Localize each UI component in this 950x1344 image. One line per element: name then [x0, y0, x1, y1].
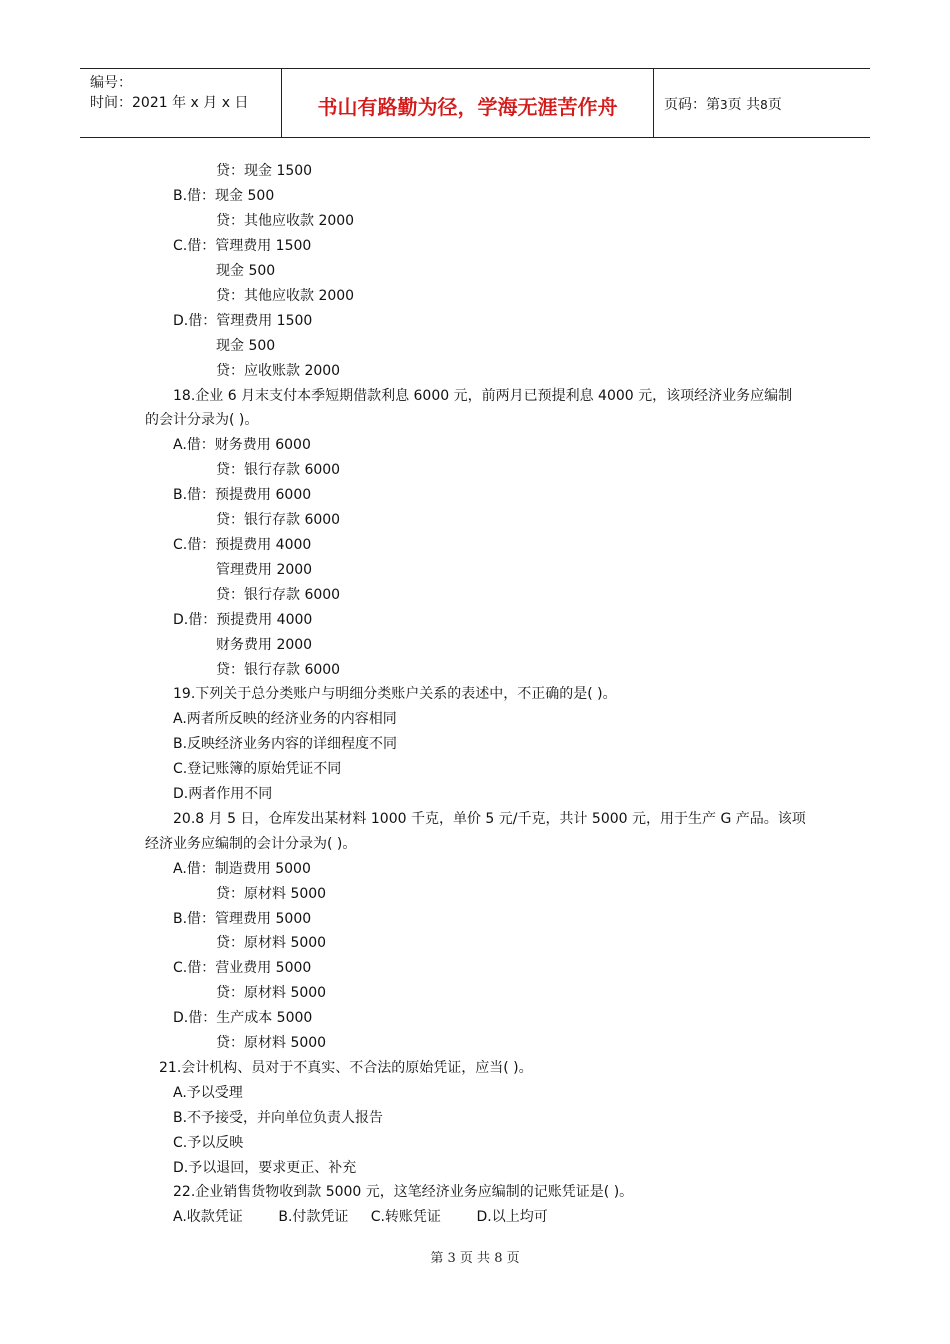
- text-line: D.借：预提费用 4000: [173, 612, 313, 628]
- text-line: B.借：现金 500: [173, 188, 275, 204]
- text-line: 贷：其他应收款 2000: [216, 288, 355, 304]
- answer-options: A.收款凭证 B.付款凭证 C.转账凭证 D.以上均可: [173, 1209, 548, 1225]
- text-line: C.借：营业费用 5000: [173, 960, 312, 976]
- text-line: C.借：管理费用 1500: [173, 238, 312, 254]
- question-text: 的会计分录为( )。: [145, 412, 259, 428]
- header-page-number: [664, 94, 782, 114]
- page-total: 8: [760, 98, 768, 112]
- page-mid: 页 共: [727, 97, 761, 113]
- text-line: A.两者所反映的经济业务的内容相同: [173, 711, 397, 727]
- text-line: 贷：原材料 5000: [216, 935, 327, 951]
- text-line: B.反映经济业务内容的详细程度不同: [173, 736, 398, 752]
- text-line: B.借：管理费用 5000: [173, 911, 312, 927]
- text-line: 现金 500: [216, 338, 276, 354]
- page-prefix: 页码：第: [664, 97, 720, 113]
- text-line: 贷：银行存款 6000: [216, 587, 341, 603]
- text-line: D.借：管理费用 1500: [173, 313, 313, 329]
- page-current: 3: [720, 98, 728, 112]
- text-line: 贷：银行存款 6000: [216, 512, 341, 528]
- header-motto: 书山有路勤为径，学海无涯苦作舟: [317, 95, 618, 119]
- text-line: 贷：原材料 5000: [216, 985, 327, 1001]
- text-line: A.借：制造费用 5000: [173, 861, 311, 877]
- question-text: 18.企业 6 月末支付本季短期借款利息 6000 元，前两月已预提利息 4000 元，该项经济业务应编制: [173, 388, 793, 404]
- page-header: [80, 68, 870, 138]
- text-line: C.予以反映: [173, 1135, 244, 1151]
- header-page-cell: [654, 69, 870, 137]
- text-line: 贷：现金 1500: [216, 163, 313, 179]
- text-line: C.借：预提费用 4000: [173, 537, 312, 553]
- header-motto-cell: [282, 69, 654, 137]
- question-text: 19.下列关于总分类账户与明细分类账户关系的表述中，不正确的是( )。: [173, 686, 617, 702]
- text-line: 贷：银行存款 6000: [216, 662, 341, 678]
- text-line: D.予以退回，要求更正、补充: [173, 1160, 357, 1176]
- text-line: 贷：应收账款 2000: [216, 363, 341, 379]
- question-text: 经济业务应编制的会计分录为( )。: [145, 836, 357, 852]
- page-suffix: 页: [767, 97, 782, 113]
- text-line: D.两者作用不同: [173, 786, 273, 802]
- text-line: 管理费用 2000: [216, 562, 313, 578]
- text-line: A.予以受理: [173, 1085, 243, 1101]
- text-line: 贷：原材料 5000: [216, 886, 327, 902]
- text-line: B.不予接受，并向单位负责人报告: [173, 1110, 384, 1126]
- text-line: 贷：其他应收款 2000: [216, 213, 355, 229]
- text-line: 现金 500: [216, 263, 276, 279]
- question-text: 20.8 月 5 日，仓库发出某材料 1000 千克，单价 5 元/千克，共计 5000 元，用于生产 G 产品。该项: [173, 811, 806, 827]
- header-meta-cell: [80, 69, 282, 137]
- text-line: B.借：预提费用 6000: [173, 487, 312, 503]
- document-date: 时间：2021 年 x 月 x 日: [90, 95, 249, 111]
- question-text: 21.会计机构、员对于不真实、不合法的原始凭证，应当( )。: [159, 1060, 533, 1076]
- text-line: D.借：生产成本 5000: [173, 1010, 313, 1026]
- document-number: 编号：: [90, 75, 132, 91]
- question-text: 22.企业销售货物收到款 5000 元，这笔经济业务应编制的记账凭证是( )。: [173, 1184, 634, 1200]
- text-line: 贷：原材料 5000: [216, 1035, 327, 1051]
- text-line: A.借：财务费用 6000: [173, 437, 311, 453]
- page-footer: 第 3 页 共 8 页: [430, 1251, 520, 1266]
- text-line: 财务费用 2000: [216, 637, 313, 653]
- text-line: 贷：银行存款 6000: [216, 462, 341, 478]
- text-line: C.登记账簿的原始凭证不同: [173, 761, 342, 777]
